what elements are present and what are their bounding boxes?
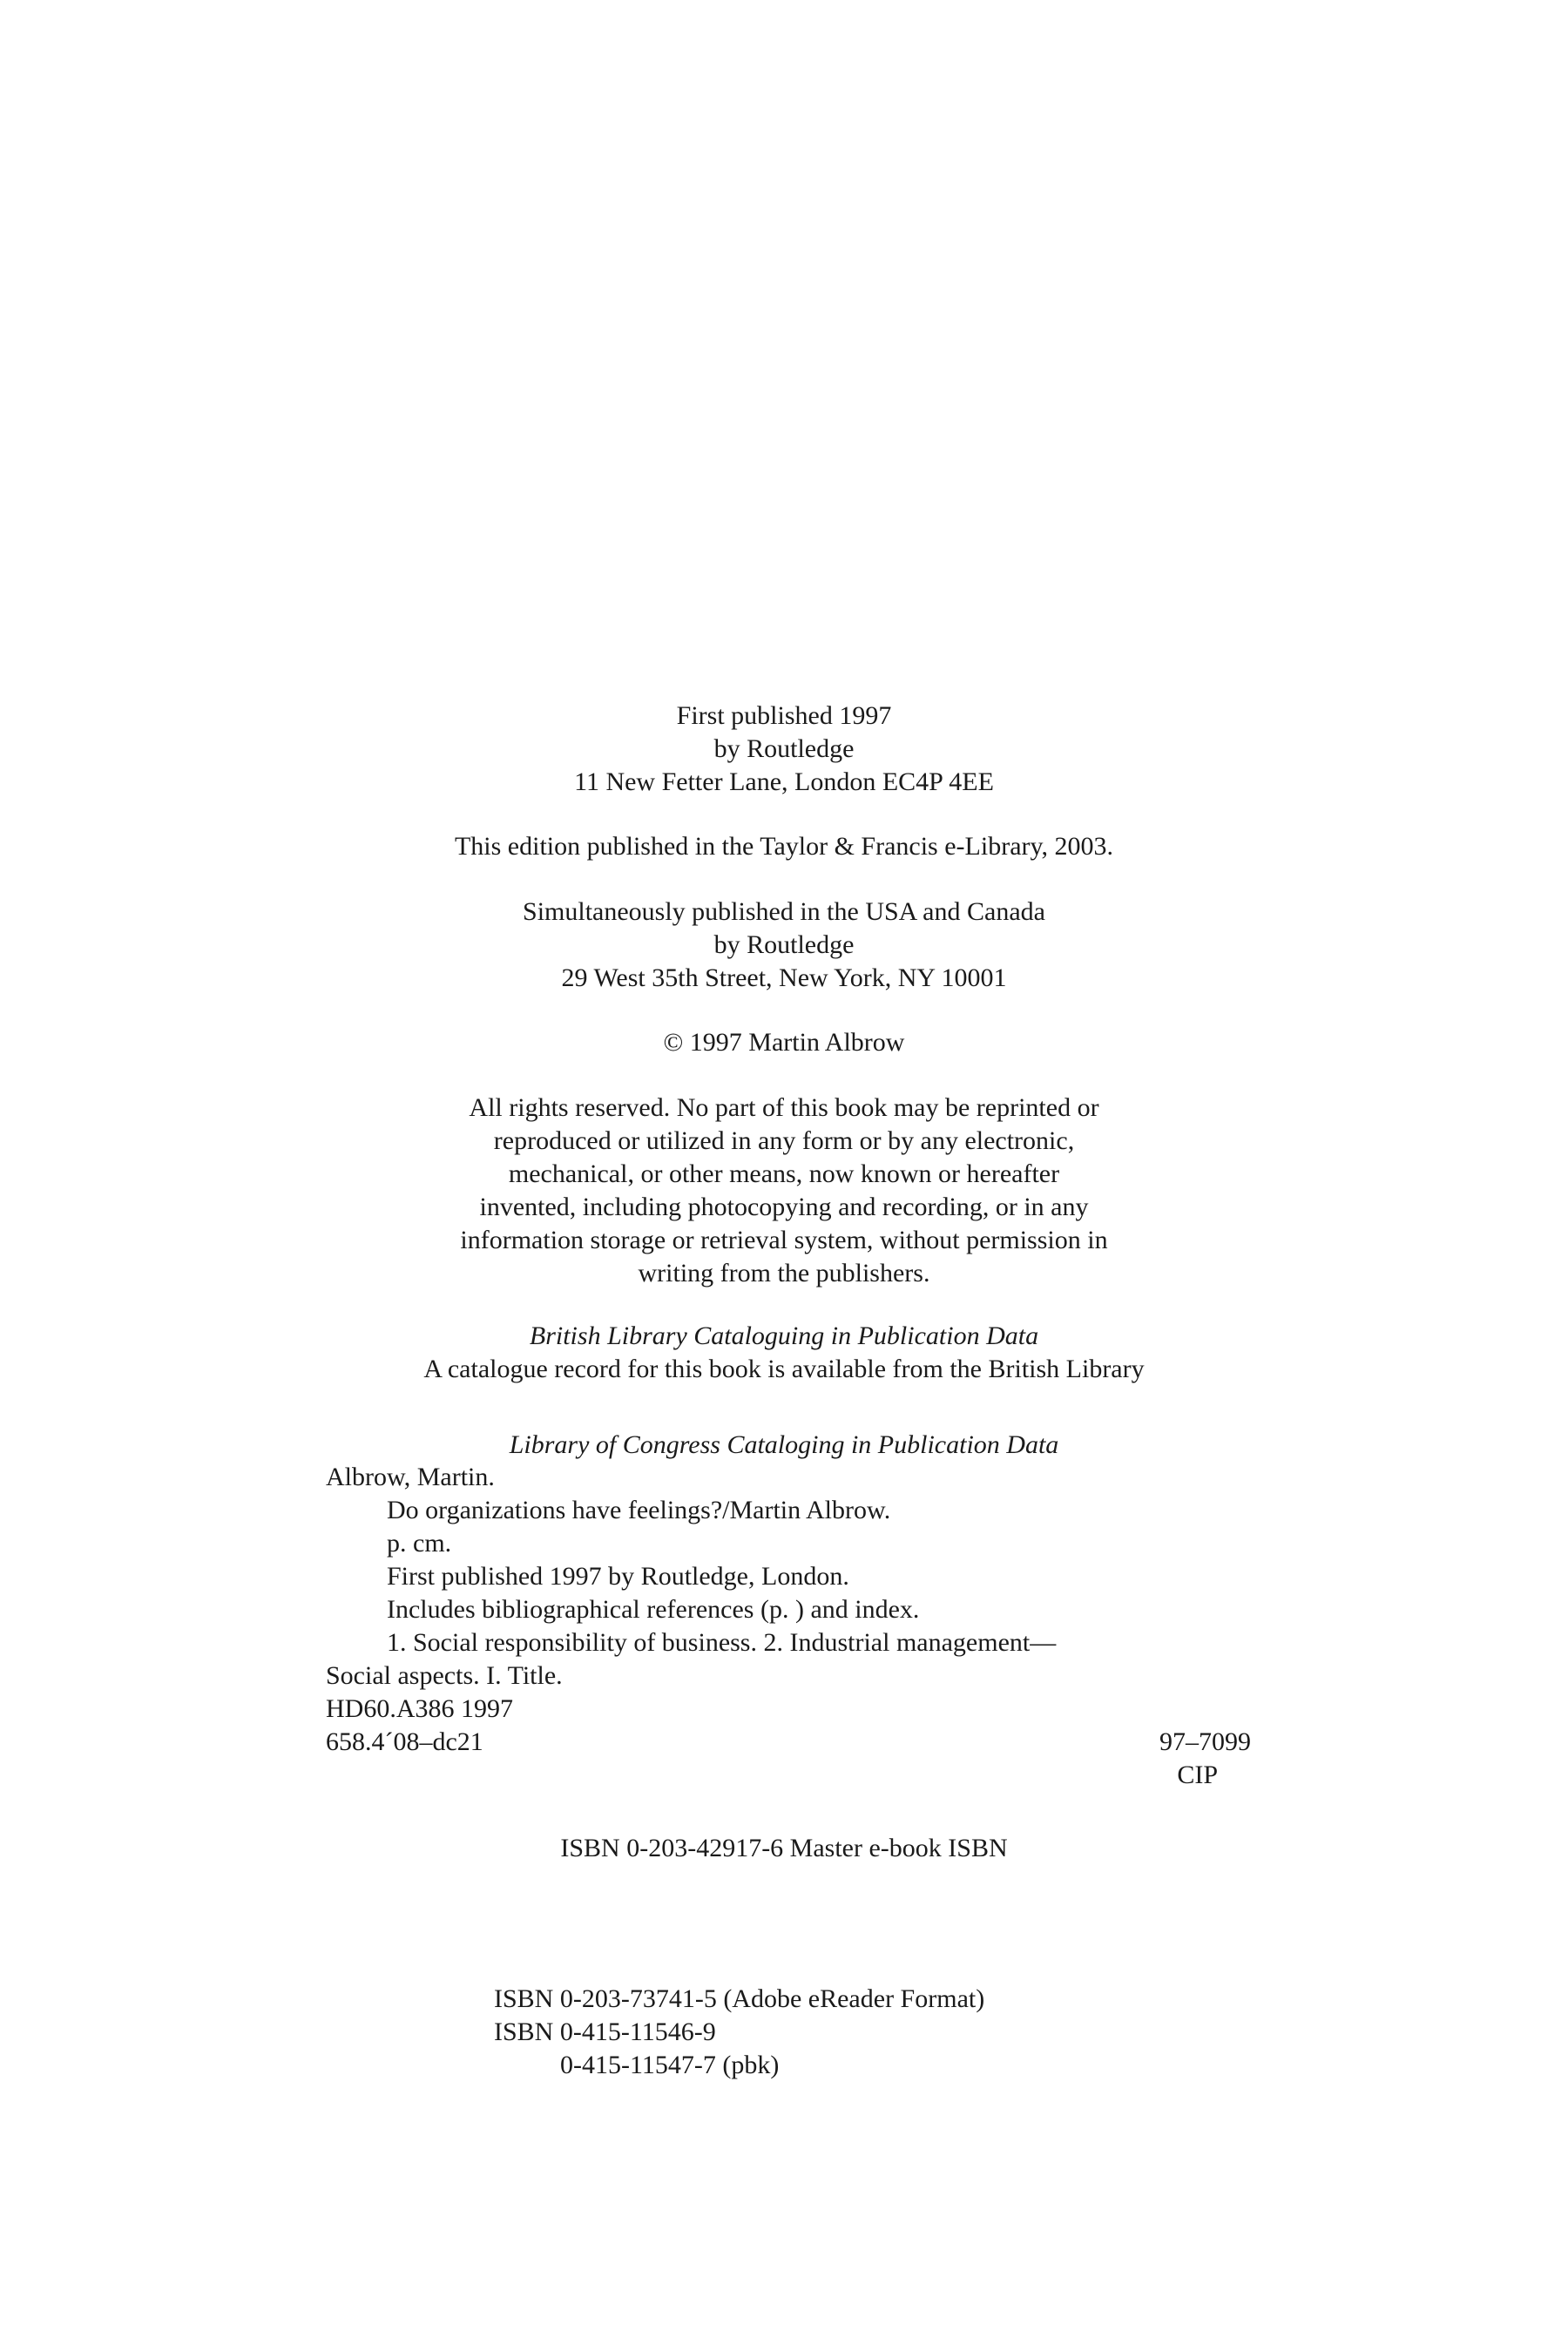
- rights-line: information storage or retrieval system, without permission in: [460, 1226, 1108, 1254]
- usa-line-3: 29 West 35th Street, New York, NY 10001: [561, 963, 1007, 992]
- rights-line: reproduced or utilized in any form or by any electronic,: [493, 1126, 1075, 1155]
- isbn-master: ISBN 0-203-42917-6 Master e-book ISBN: [560, 1834, 1008, 1862]
- loc-heading-block: [0, 1429, 1568, 1462]
- imprint-line-3: 11 New Fetter Lane, London EC4P 4EE: [574, 767, 994, 796]
- cip-code: CIP: [1177, 1761, 1218, 1789]
- isbn-paperback: 0-415-11547-7 (pbk): [560, 2051, 780, 2079]
- edition-text: This edition published in the Taylor & Francis e-Library, 2003.: [454, 832, 1114, 861]
- imprint-line-2: by Routledge: [713, 734, 855, 763]
- usa-line-1: Simultaneously published in the USA and Canada: [523, 897, 1045, 926]
- isbn-list: [494, 1983, 984, 2082]
- copyright-text: © 1997 Martin Albrow: [663, 1028, 905, 1057]
- isbn-hardback: ISBN 0-415-11546-9: [494, 2017, 716, 2046]
- rights-line: mechanical, or other means, now known or hereafter: [508, 1159, 1060, 1188]
- cip-dewey-row: [326, 1726, 1251, 1759]
- cip-subjects-line-1: 1. Social responsibility of business. 2. Industrial management—: [387, 1628, 1057, 1657]
- cip-pages: p. cm.: [387, 1529, 452, 1558]
- loc-heading: Library of Congress Cataloging in Publication Data: [509, 1430, 1059, 1459]
- rights-line: invented, including photocopying and recording, or in any: [479, 1193, 1089, 1221]
- cip-call-number: HD60.A386 1997: [326, 1694, 513, 1723]
- cip-author: Albrow, Martin.: [326, 1463, 495, 1491]
- british-library-text: A catalogue record for this book is available from the British Library: [423, 1355, 1145, 1383]
- imprint-line-1: First published 1997: [676, 701, 892, 730]
- imprint-block: [0, 700, 1568, 799]
- rights-line: All rights reserved. No part of this book may be reprinted or: [469, 1093, 1099, 1122]
- rights-line: writing from the publishers.: [638, 1259, 930, 1288]
- cip-code-row: [326, 1759, 1240, 1792]
- cip-lccn: 97–7099: [1159, 1727, 1251, 1756]
- cip-first-published: First published 1997 by Routledge, London.: [387, 1562, 849, 1591]
- cip-record: [326, 1461, 1251, 1792]
- usa-line-2: by Routledge: [713, 930, 855, 959]
- rights-block: [0, 1092, 1568, 1290]
- british-library-heading: British Library Cataloguing in Publication Data: [529, 1321, 1039, 1350]
- usa-publication-block: [0, 896, 1568, 995]
- copyright-notice: [0, 1026, 1568, 1059]
- cip-includes: Includes bibliographical references (p. ) and index.: [387, 1595, 920, 1624]
- cip-title: Do organizations have feelings?/Martin Albrow.: [387, 1496, 891, 1524]
- cip-dewey: 658.4´08–dc21: [326, 1727, 483, 1756]
- isbn-master-block: [0, 1832, 1568, 1865]
- isbn-ereader: ISBN 0-203-73741-5 (Adobe eReader Format): [494, 1984, 985, 2013]
- british-library-block: [0, 1320, 1568, 1386]
- cip-subjects-line-2: Social aspects. I. Title.: [326, 1661, 563, 1690]
- edition-block: [0, 830, 1568, 863]
